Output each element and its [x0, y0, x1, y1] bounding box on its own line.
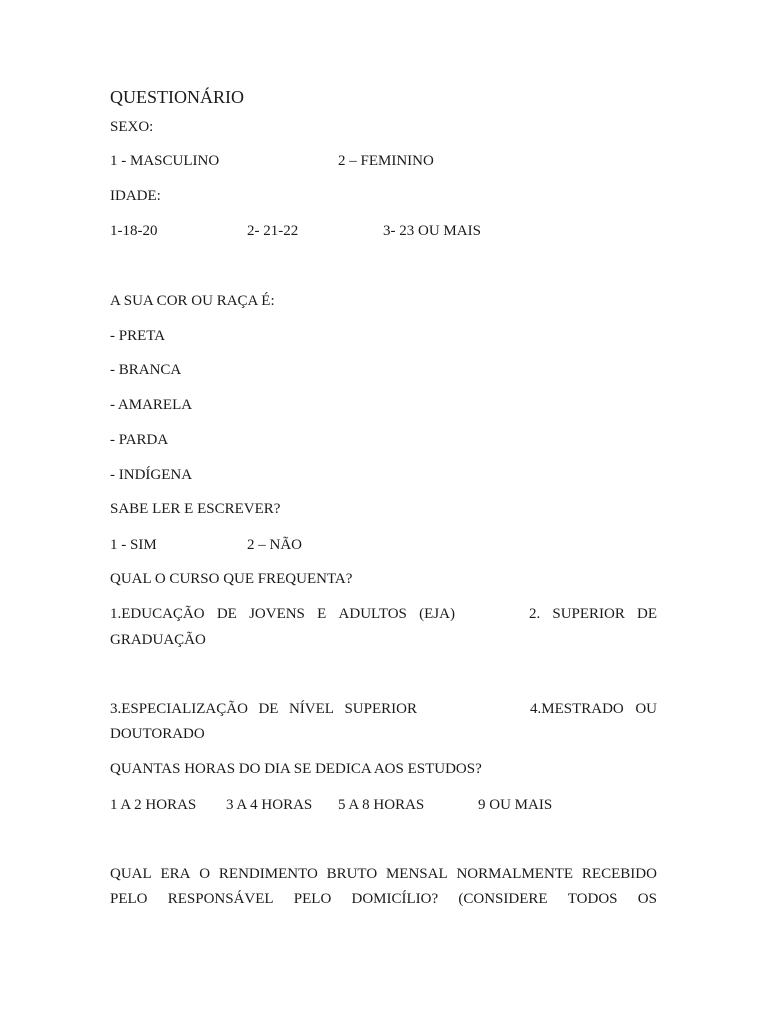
- curso-word: DE: [258, 701, 279, 717]
- cor-raca-option-4: - PARDA: [110, 432, 169, 448]
- curso-line-4: DOUTORADO: [110, 726, 205, 742]
- ler-escrever-label: SABE LER E ESCREVER?: [110, 501, 281, 517]
- idade-label: IDADE:: [110, 188, 161, 204]
- rendimento-word: PELO: [110, 891, 148, 907]
- ler-escrever-option-2: 2 – NÃO: [247, 537, 302, 553]
- cor-raca-option-2: - BRANCA: [110, 362, 182, 378]
- curso-word: SUPERIOR: [552, 606, 625, 622]
- curso-word: DE: [637, 606, 657, 622]
- curso-word: SUPERIOR: [344, 701, 417, 717]
- rendimento-word: RENDIMENTO: [218, 866, 318, 882]
- horas-option-4: 9 OU MAIS: [478, 797, 553, 813]
- rendimento-line-2: [110, 890, 657, 908]
- rendimento-word: (CONSIDERE: [458, 891, 548, 907]
- rendimento-word: RECEBIDO: [581, 866, 657, 882]
- rendimento-word: QUAL: [110, 866, 152, 882]
- curso-line-2: GRADUAÇÃO: [110, 632, 206, 648]
- curso-option-3-text: [110, 700, 417, 718]
- curso-word: JOVENS: [249, 606, 305, 622]
- rendimento-word: RESPONSÁVEL: [167, 891, 274, 907]
- curso-word: (EJA): [419, 606, 455, 622]
- horas-option-1: 1 A 2 HORAS: [110, 797, 197, 813]
- horas-option-3: 5 A 8 HORAS: [338, 797, 425, 813]
- page-title: QUESTIONÁRIO: [110, 87, 244, 107]
- rendimento-line-1: [110, 865, 657, 883]
- horas-option-2: 3 A 4 HORAS: [226, 797, 313, 813]
- rendimento-word: DOMICÍLIO?: [351, 891, 439, 907]
- curso-option-1-text: [110, 605, 455, 623]
- rendimento-word: O: [199, 866, 211, 882]
- curso-word: NÍVEL: [288, 701, 334, 717]
- rendimento-word: MENSAL: [385, 866, 448, 882]
- curso-word: ADULTOS: [338, 606, 407, 622]
- rendimento-word: BRUTO: [326, 866, 378, 882]
- cor-raca-label: A SUA COR OU RAÇA É:: [110, 293, 275, 309]
- sexo-option-1: 1 - MASCULINO: [110, 153, 220, 169]
- sexo-label: SEXO:: [110, 119, 154, 135]
- curso-word: 1.EDUCAÇÃO: [110, 606, 205, 622]
- ler-escrever-option-1: 1 - SIM: [110, 537, 157, 553]
- rendimento-word: TODOS: [567, 891, 618, 907]
- curso-option-2-text: [529, 605, 657, 623]
- curso-word: 4.MESTRADO: [530, 701, 624, 717]
- curso-word: DE: [216, 606, 237, 622]
- rendimento-word: ERA: [160, 866, 191, 882]
- cor-raca-option-5: - INDÍGENA: [110, 467, 193, 483]
- idade-option-2: 2- 21-22: [247, 223, 299, 239]
- horas-label: QUANTAS HORAS DO DIA SE DEDICA AOS ESTUDOS?: [110, 761, 482, 777]
- curso-word: 3.ESPECIALIZAÇÃO: [110, 701, 248, 717]
- curso-word: 2.: [529, 606, 541, 622]
- rendimento-word: NORMALMENTE: [456, 866, 574, 882]
- curso-label: QUAL O CURSO QUE FREQUENTA?: [110, 571, 353, 587]
- idade-option-3: 3- 23 OU MAIS: [383, 223, 481, 239]
- rendimento-word: OS: [637, 891, 657, 907]
- cor-raca-option-3: - AMARELA: [110, 397, 193, 413]
- idade-option-1: 1-18-20: [110, 223, 158, 239]
- curso-word: OU: [635, 701, 657, 717]
- curso-option-4-text: [530, 700, 657, 718]
- cor-raca-option-1: - PRETA: [110, 328, 166, 344]
- sexo-option-2: 2 – FEMININO: [338, 153, 434, 169]
- curso-word: E: [317, 606, 327, 622]
- rendimento-word: PELO: [293, 891, 332, 907]
